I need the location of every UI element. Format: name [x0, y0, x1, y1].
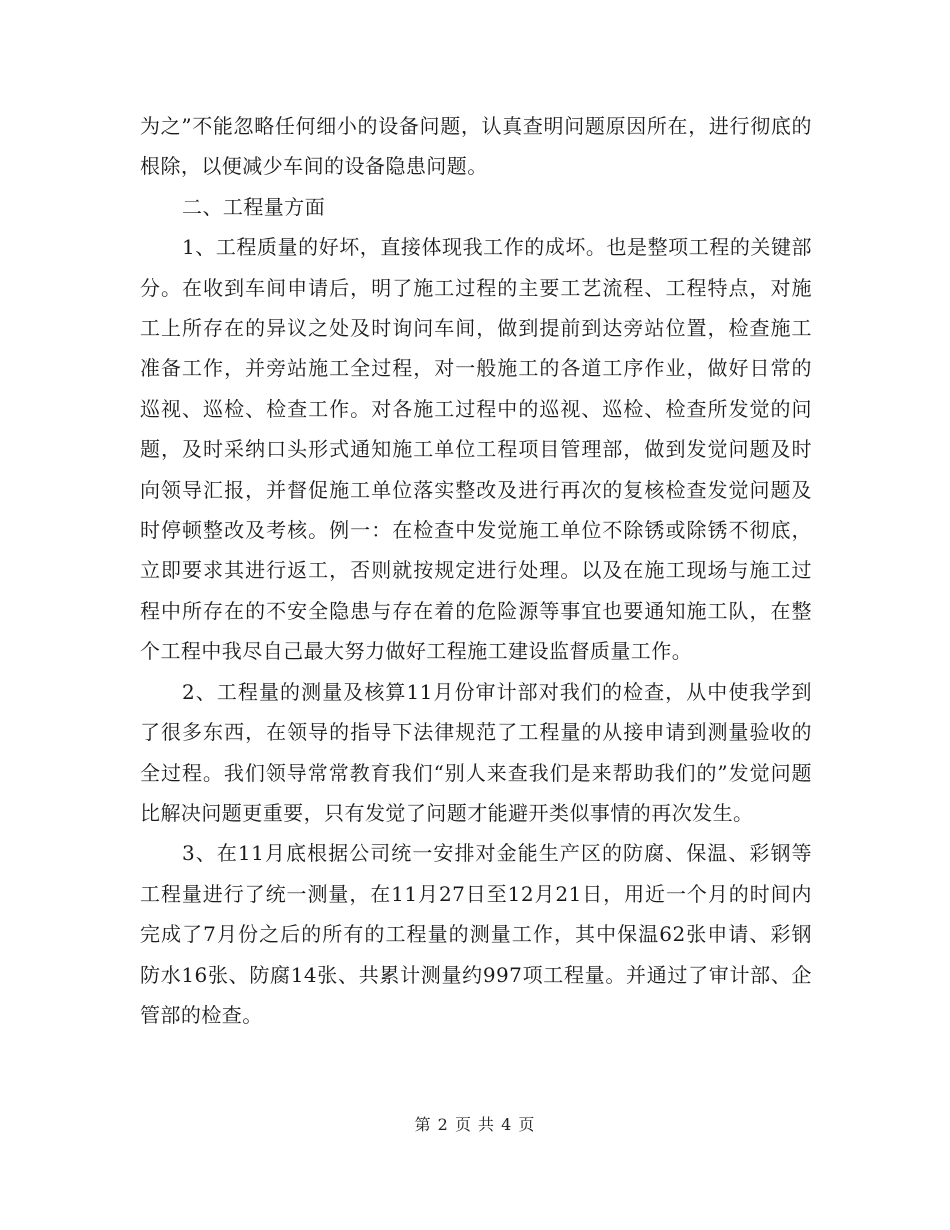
page-number-footer: 第 2 页 共 4 页 — [414, 1115, 536, 1134]
paragraph-measurement-audit: 2、工程量的测量及核算11月份审计部对我们的检查，从中使我学到了很多东西，在领导的指导下法律规范了工程量的从接申请到测量验收的全过程。我们领导常常教育我们“别人来查我们是来帮助我们的”发觉问题比解决问题更重要，只有发觉了问题才能避开类似事情的再次发生。 — [140, 679, 812, 825]
paragraph-quality: 1、工程质量的好坏，直接体现我工作的成坏。也是整项工程的关键部分。在收到车间申请后，明了施工过程的主要工艺流程、工程特点，对施工上所存在的异议之处及时询问车间，做到提前到达旁站位置，检查施工准备工作，并旁站施工全过程，对一般施工的各道工序作业，做好日常的巡视、巡检、检查工作。对各施工过程中的巡视、巡检、检查所发觉的问题，及时采纳口头形式通知施工单位工程项目管理部，做到发觉问题及时向领导汇报，并督促施工单位落实整改及进行再次的复核检查发觉问题及时停顿整改及考核。例一：在检查中发觉施工单位不除锈或除锈不彻底，立即要求其进行返工，否则就按规定进行处理。以及在施工现场与施工过程中所存在的不安全隐患与存在着的危险源等事宜也要通知施工队，在整个工程中我尽自己最大努力做好工程施工建设监督质量工作。 — [140, 235, 812, 664]
section-heading-quantity: 二、工程量方面 — [182, 194, 326, 219]
paragraph-continuation: 为之”不能忽略任何细小的设备问题，认真查明问题原因所在，进行彻底的根除，以便减少车间的设备隐患问题。 — [140, 114, 812, 179]
paragraph-november-survey: 3、在11月底根据公司统一安排对金能生产区的防腐、保温、彩钢等工程量进行了统一测量，在11月27日至12月21日，用近一个月的时间内 完成了7月份之后的所有的工程量的测量工作，其中保温62张申请、彩钢防水16张、防腐14张、共累计测量约997项工程量。并通过了审计部、企管部的检查。 — [140, 841, 812, 1027]
document-body — [140, 106, 812, 1035]
